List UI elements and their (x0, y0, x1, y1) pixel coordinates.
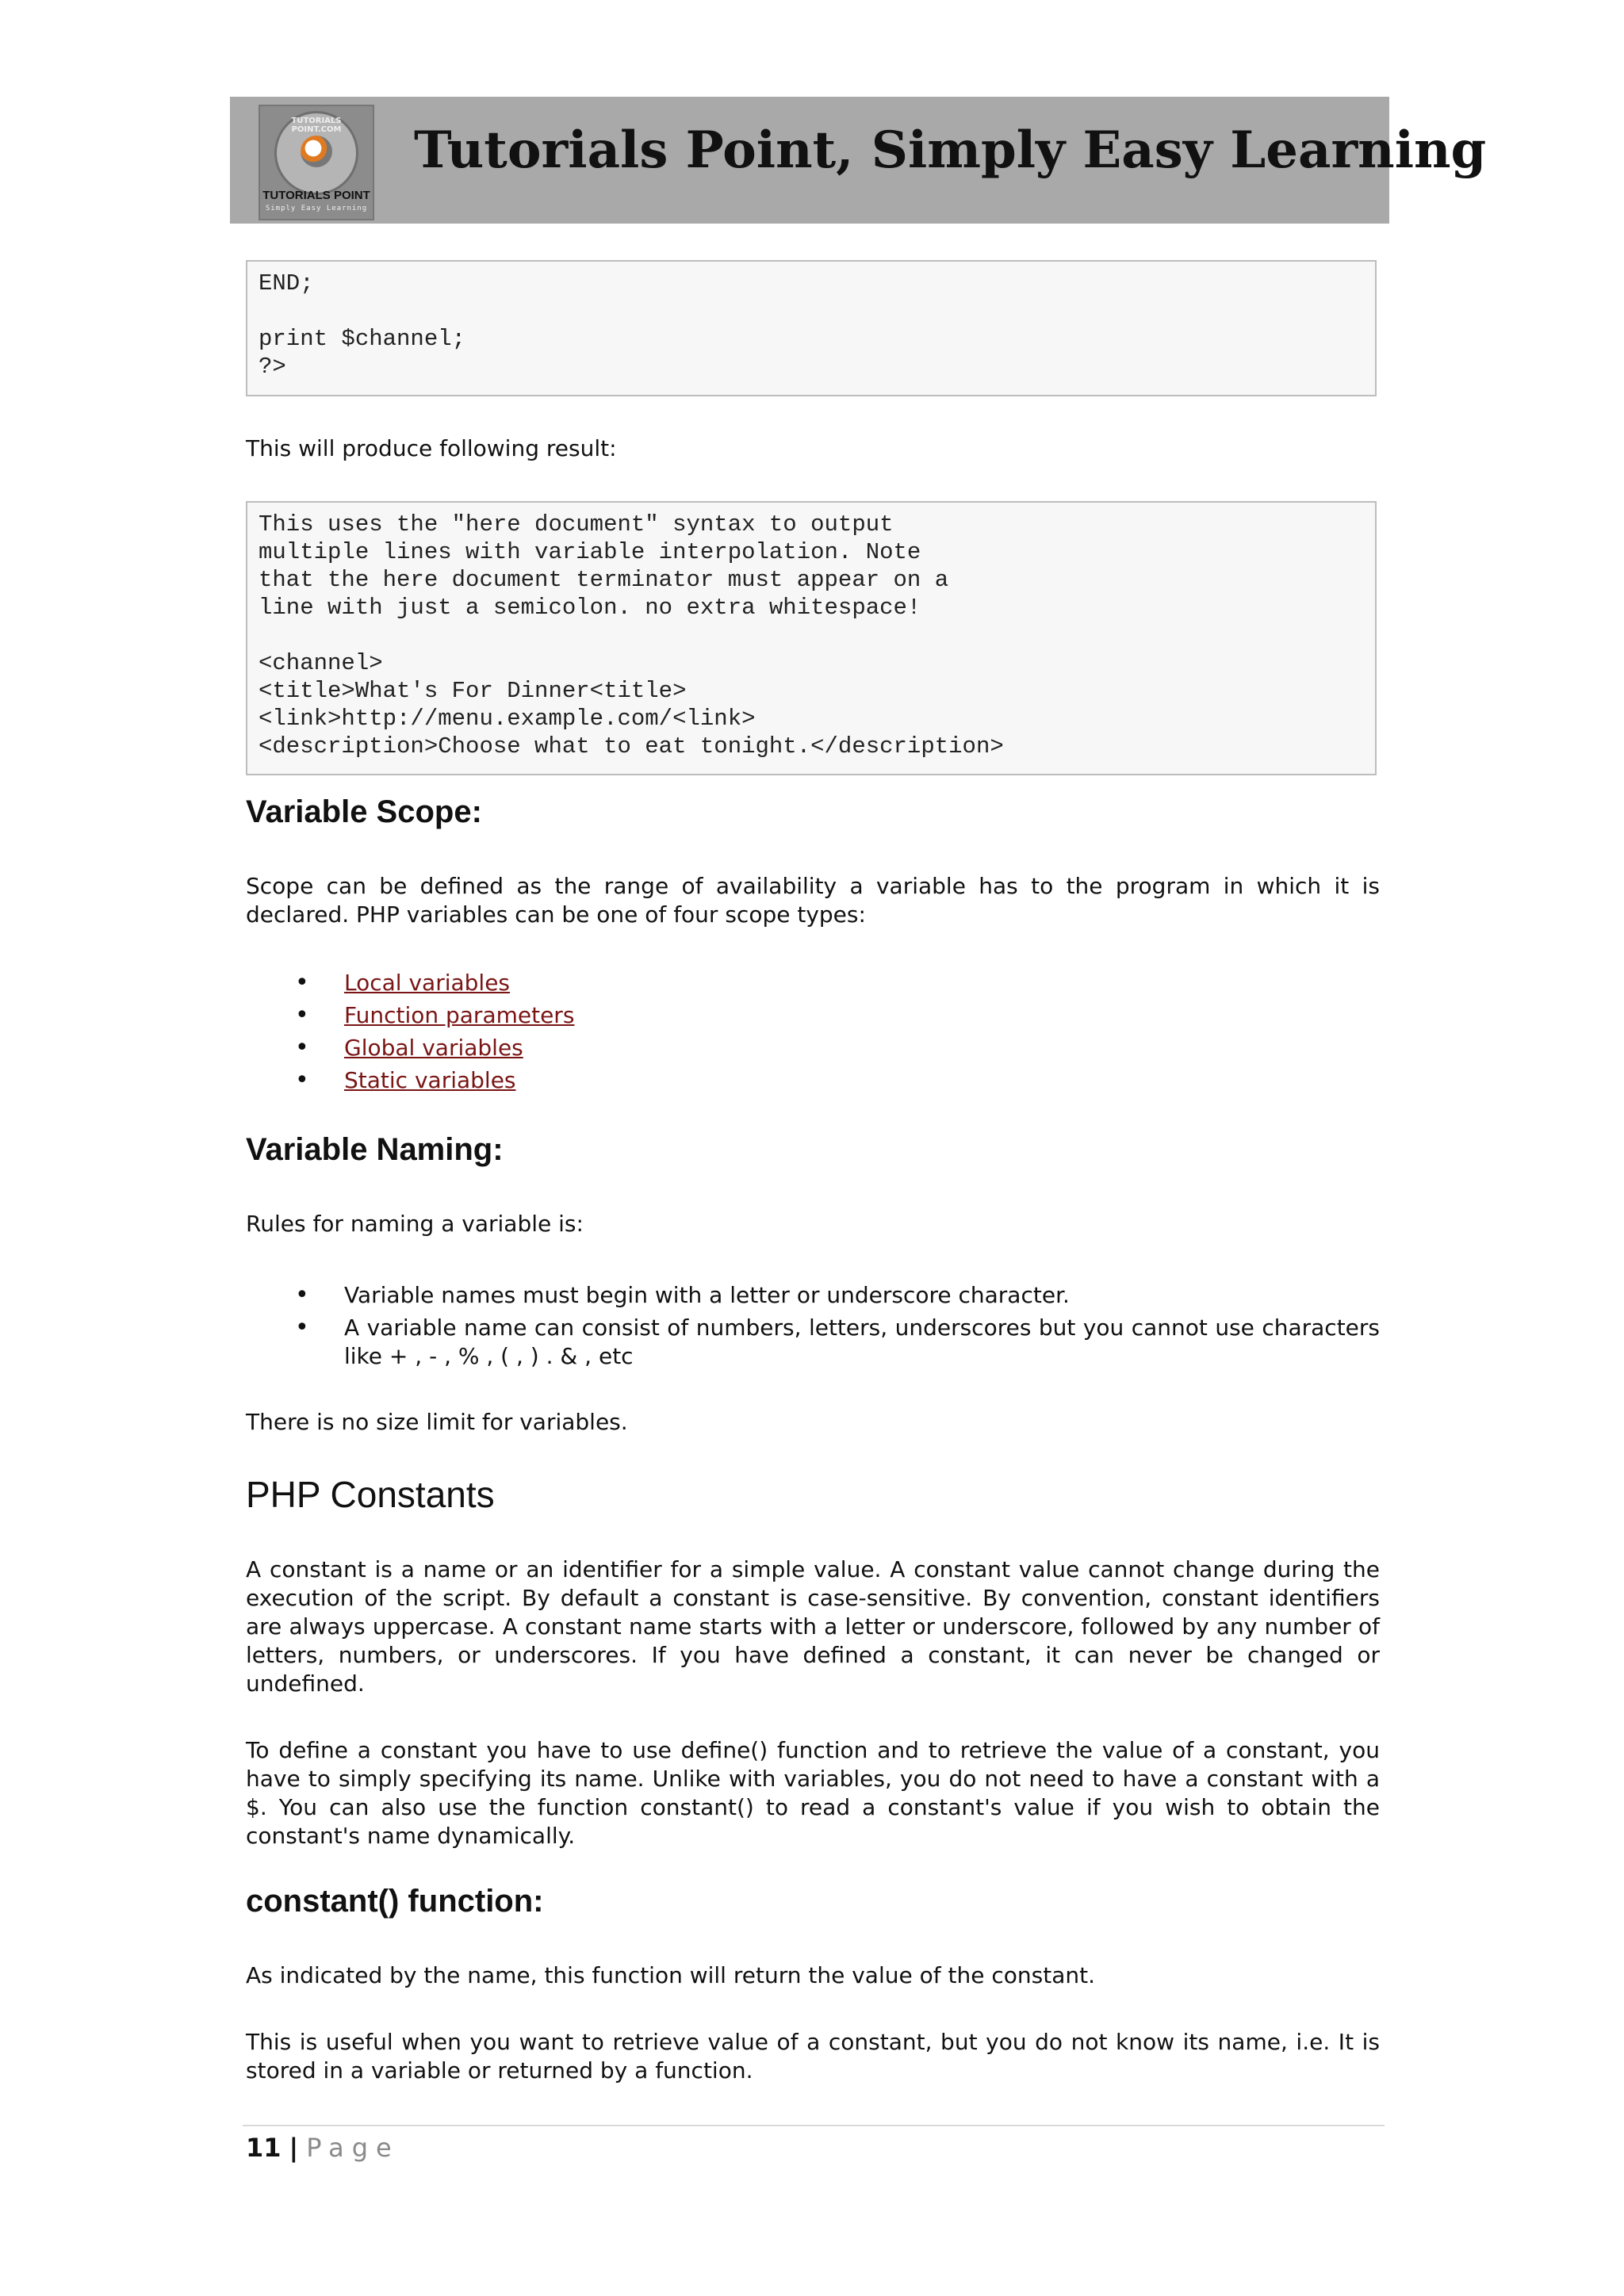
constants-paragraph-1: A constant is a name or an identifier for a simple value. A constant value cannot change during the execution of the script. By default a constant is case-sensitive. By convention, constant identifiers are always uppercase. A constant name starts with a letter or underscore, followed by any number of letters, numbers, or underscores. If you have defined a constant, it can never be changed or undefined. (246, 1556, 1380, 1697)
bullet-icon: • (295, 1001, 309, 1029)
footer-separator: | (289, 2133, 299, 2163)
bullet-icon: • (295, 1314, 309, 1341)
naming-intro: Rules for naming a variable is: (246, 1211, 584, 1237)
constant-function-heading: constant() function: (246, 1884, 544, 1919)
bullet-icon: • (295, 1066, 309, 1094)
bullet-icon: • (295, 969, 309, 997)
header-title: Tutorials Point, Simply Easy Learning (414, 121, 1487, 180)
code-line (259, 622, 1364, 649)
list-item (293, 1001, 1380, 1030)
variable-scope-paragraph: Scope can be defined as the range of availability a variable has to the program in which it is declared. PHP variables can be one of four scope types: (246, 873, 1380, 928)
list-item (293, 1281, 1380, 1310)
code-line: END; (259, 270, 314, 297)
list-item (293, 1066, 1380, 1095)
php-constants-heading: PHP Constants (246, 1474, 495, 1515)
naming-note: There is no size limit for variables. (246, 1409, 628, 1435)
code-line: <link>http://menu.example.com/<link> (259, 706, 756, 732)
logo-emblem (274, 111, 358, 195)
variable-scope-heading: Variable Scope: (246, 794, 482, 829)
variable-naming-heading: Variable Naming: (246, 1132, 504, 1167)
code-block-2 (246, 501, 1377, 775)
scope-types-list (293, 969, 1380, 1099)
code-line: ?> (259, 354, 286, 380)
constant-function-paragraph-1: As indicated by the name, this function will return the value of the constant. (246, 1962, 1095, 1988)
code-line: This uses the "here document" syntax to output (259, 511, 894, 538)
code-line: <description>Choose what to eat tonight.</description> (259, 733, 1004, 760)
page-footer (246, 2133, 400, 2163)
code-line: line with just a semicolon. no extra whitespace! (259, 595, 921, 621)
code-line: print $channel; (259, 326, 466, 352)
code-block-1 (246, 260, 1377, 396)
page-number: 11 (246, 2133, 282, 2163)
code-line (259, 297, 1364, 325)
bullet-icon: • (295, 1034, 309, 1062)
link-function-parameters[interactable]: Function parameters (344, 1002, 575, 1028)
list-item (293, 1034, 1380, 1062)
code-line: <channel> (259, 650, 383, 676)
bullet-icon: • (295, 1281, 309, 1309)
logo-tagline: Simply Easy Learning (265, 205, 368, 212)
link-global-variables[interactable]: Global variables (344, 1035, 523, 1061)
constant-function-paragraph-2: This is useful when you want to retrieve value of a constant, but you do not know its name, i.e. It is stored in a variable or returned by a function. (246, 2029, 1380, 2084)
result-intro: This will produce following result: (246, 435, 617, 461)
link-local-variables[interactable]: Local variables (344, 970, 511, 996)
naming-rules-list (293, 1281, 1380, 1375)
code-line: that the here document terminator must appear on a (259, 567, 949, 593)
code-line: multiple lines with variable interpolation. Note (259, 539, 921, 565)
tutorials-point-logo (259, 105, 374, 220)
page-header (230, 97, 1487, 224)
constants-paragraph-2: To define a constant you have to use define() function and to retrieve the value of a constant, you have to simply specifying its name. Unlike with variables, you do not need to have a constant with a $. You can also use the function constant() to read a constant's value if you wish to obtain the constant's name dynamically. (246, 1737, 1380, 1849)
logo-ring-text: TUTORIALS POINT.COM (291, 117, 342, 134)
footer-divider (243, 2125, 1385, 2126)
code-line: <title>What's For Dinner<title> (259, 678, 687, 704)
logo-brand: TUTORIALS POINT (262, 189, 370, 202)
list-item (293, 969, 1380, 997)
logo-core-icon (301, 136, 332, 167)
naming-rule-text: A variable name can consist of numbers, letters, underscores but you cannot use characters like + , - , % , ( , ) . & , etc (344, 1314, 1380, 1369)
list-item (293, 1314, 1380, 1371)
link-static-variables[interactable]: Static variables (344, 1067, 516, 1093)
naming-rule-text: Variable names must begin with a letter or underscore character. (344, 1282, 1070, 1308)
page-label: Page (306, 2133, 400, 2163)
